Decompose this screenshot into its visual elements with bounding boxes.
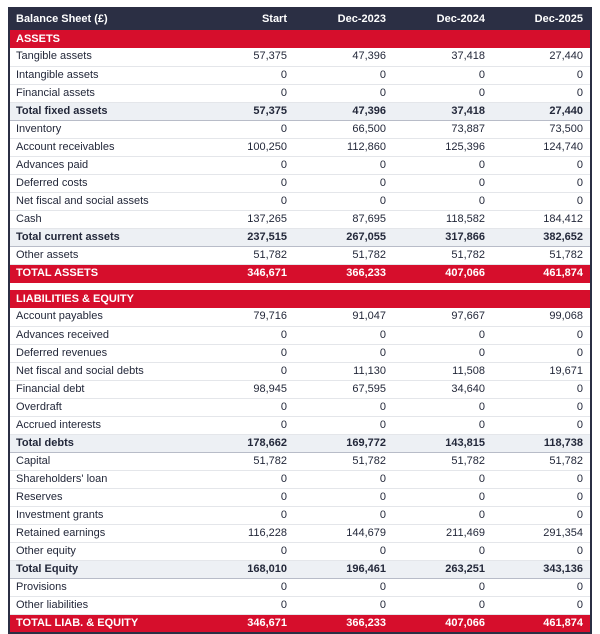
row-label: Total fixed assets	[9, 102, 195, 120]
table-row-net-fiscal-and-social-assets	[9, 192, 591, 210]
cell-value: 118,582	[393, 210, 492, 228]
cell-value: 267,055	[294, 228, 393, 246]
cell-value: 73,500	[492, 120, 591, 138]
cell-value: 51,782	[294, 452, 393, 470]
cell-value: 137,265	[195, 210, 294, 228]
cell-value: 0	[195, 578, 294, 596]
cell-value: 0	[492, 326, 591, 344]
table-row-intangible-assets	[9, 66, 591, 84]
cell-value: 57,375	[195, 102, 294, 120]
table-row-advances-received	[9, 326, 591, 344]
cell-value: 0	[393, 596, 492, 614]
row-label: Cash	[9, 210, 195, 228]
cell-value: 0	[492, 488, 591, 506]
cell-value: 0	[195, 326, 294, 344]
cell-value: 461,874	[492, 264, 591, 283]
cell-value: 0	[492, 84, 591, 102]
row-label: Total current assets	[9, 228, 195, 246]
cell-value: 124,740	[492, 138, 591, 156]
cell-value: 317,866	[393, 228, 492, 246]
cell-value: 0	[195, 416, 294, 434]
cell-value: 51,782	[492, 452, 591, 470]
cell-value: 0	[195, 398, 294, 416]
cell-value: 0	[195, 156, 294, 174]
cell-value: 0	[294, 192, 393, 210]
cell-value: 0	[492, 66, 591, 84]
cell-value: 0	[393, 326, 492, 344]
table-row-total-current-assets	[9, 228, 591, 246]
cell-value: 0	[195, 542, 294, 560]
cell-value: 0	[195, 120, 294, 138]
table-row-deferred-costs	[9, 174, 591, 192]
cell-value: 66,500	[294, 120, 393, 138]
cell-value: 125,396	[393, 138, 492, 156]
table-row-other-equity	[9, 542, 591, 560]
table-row-net-fiscal-and-social-debts	[9, 362, 591, 380]
table-row-investment-grants	[9, 506, 591, 524]
cell-value: 0	[294, 156, 393, 174]
cell-value: 37,418	[393, 102, 492, 120]
table-row-account-payables	[9, 308, 591, 326]
table-row-retained-earnings	[9, 524, 591, 542]
cell-value: 116,228	[195, 524, 294, 542]
row-label: Net fiscal and social debts	[9, 362, 195, 380]
cell-value: 0	[393, 156, 492, 174]
cell-value: 0	[393, 488, 492, 506]
section-header-label: LIABILITIES & EQUITY	[9, 290, 591, 308]
cell-value: 0	[393, 398, 492, 416]
cell-value: 51,782	[294, 246, 393, 264]
cell-value: 0	[195, 596, 294, 614]
cell-value: 79,716	[195, 308, 294, 326]
cell-value: 168,010	[195, 560, 294, 578]
cell-value: 0	[294, 470, 393, 488]
cell-value: 346,671	[195, 264, 294, 283]
table-row-shareholders-loan	[9, 470, 591, 488]
table-row-cash	[9, 210, 591, 228]
cell-value: 34,640	[393, 380, 492, 398]
table-row-deferred-revenues	[9, 344, 591, 362]
cell-value: 461,874	[492, 614, 591, 633]
cell-value: 0	[393, 344, 492, 362]
row-label: Total debts	[9, 434, 195, 452]
cell-value: 97,667	[393, 308, 492, 326]
row-label: Total Equity	[9, 560, 195, 578]
cell-value: 0	[294, 398, 393, 416]
cell-value: 57,375	[195, 48, 294, 66]
cell-value: 0	[195, 506, 294, 524]
row-label: Overdraft	[9, 398, 195, 416]
cell-value: 0	[492, 542, 591, 560]
cell-value: 87,695	[294, 210, 393, 228]
table-row-capital	[9, 452, 591, 470]
cell-value: 0	[492, 174, 591, 192]
table-row-total-assets	[9, 264, 591, 283]
row-label: Inventory	[9, 120, 195, 138]
cell-value: 0	[492, 578, 591, 596]
cell-value: 0	[393, 470, 492, 488]
cell-value: 184,412	[492, 210, 591, 228]
table-row-provisions	[9, 578, 591, 596]
cell-value: 27,440	[492, 48, 591, 66]
row-label: Provisions	[9, 578, 195, 596]
table-title: Balance Sheet (£)	[9, 8, 195, 30]
row-label: TOTAL ASSETS	[9, 264, 195, 283]
cell-value: 0	[294, 506, 393, 524]
cell-value: 0	[294, 326, 393, 344]
table-row-financial-debt	[9, 380, 591, 398]
cell-value: 0	[195, 66, 294, 84]
cell-value: 0	[393, 84, 492, 102]
cell-value: 100,250	[195, 138, 294, 156]
row-label: Other assets	[9, 246, 195, 264]
cell-value: 143,815	[393, 434, 492, 452]
row-label: TOTAL LIAB. & EQUITY	[9, 614, 195, 633]
cell-value: 37,418	[393, 48, 492, 66]
cell-value: 0	[393, 174, 492, 192]
cell-value: 382,652	[492, 228, 591, 246]
column-header-dec-2025: Dec-2025	[492, 8, 591, 30]
row-label: Advances received	[9, 326, 195, 344]
table-row-other-liabilities	[9, 596, 591, 614]
cell-value: 0	[393, 192, 492, 210]
table-body	[9, 30, 591, 633]
cell-value: 263,251	[393, 560, 492, 578]
row-label: Accrued interests	[9, 416, 195, 434]
cell-value: 346,671	[195, 614, 294, 633]
cell-value: 0	[492, 470, 591, 488]
row-label: Investment grants	[9, 506, 195, 524]
cell-value: 0	[294, 596, 393, 614]
cell-value: 0	[294, 488, 393, 506]
cell-value: 0	[294, 542, 393, 560]
row-label: Retained earnings	[9, 524, 195, 542]
cell-value: 0	[294, 84, 393, 102]
cell-value: 0	[393, 66, 492, 84]
balance-sheet-table	[8, 7, 592, 634]
row-label: Financial assets	[9, 84, 195, 102]
cell-value: 47,396	[294, 102, 393, 120]
cell-value: 98,945	[195, 380, 294, 398]
cell-value: 0	[492, 156, 591, 174]
section-gap	[9, 283, 591, 290]
table-row-advances-paid	[9, 156, 591, 174]
cell-value: 407,066	[393, 614, 492, 633]
column-header-start: Start	[195, 8, 294, 30]
cell-value: 0	[492, 192, 591, 210]
cell-value: 112,860	[294, 138, 393, 156]
row-label: Financial debt	[9, 380, 195, 398]
cell-value: 144,679	[294, 524, 393, 542]
cell-value: 0	[195, 488, 294, 506]
cell-value: 0	[492, 416, 591, 434]
cell-value: 0	[393, 542, 492, 560]
cell-value: 73,887	[393, 120, 492, 138]
cell-value: 0	[393, 578, 492, 596]
cell-value: 27,440	[492, 102, 591, 120]
cell-value: 291,354	[492, 524, 591, 542]
cell-value: 0	[195, 84, 294, 102]
cell-value: 99,068	[492, 308, 591, 326]
cell-value: 0	[492, 398, 591, 416]
row-label: Account receivables	[9, 138, 195, 156]
cell-value: 11,130	[294, 362, 393, 380]
cell-value: 178,662	[195, 434, 294, 452]
row-label: Deferred costs	[9, 174, 195, 192]
cell-value: 0	[492, 506, 591, 524]
row-label: Capital	[9, 452, 195, 470]
table-row-accrued-interests	[9, 416, 591, 434]
cell-value: 0	[393, 416, 492, 434]
cell-value: 51,782	[393, 452, 492, 470]
cell-value: 51,782	[492, 246, 591, 264]
cell-value: 0	[393, 506, 492, 524]
cell-value: 0	[294, 416, 393, 434]
cell-value: 366,233	[294, 614, 393, 633]
row-label: Shareholders' loan	[9, 470, 195, 488]
table-row-inventory	[9, 120, 591, 138]
cell-value: 11,508	[393, 362, 492, 380]
cell-value: 0	[492, 596, 591, 614]
column-header-dec-2024: Dec-2024	[393, 8, 492, 30]
cell-value: 0	[195, 362, 294, 380]
cell-value: 407,066	[393, 264, 492, 283]
table-row-total-fixed-assets	[9, 102, 591, 120]
table-row-total-equity	[9, 560, 591, 578]
row-label: Net fiscal and social assets	[9, 192, 195, 210]
table-row-account-receivables	[9, 138, 591, 156]
table-row-total-liab-equity	[9, 614, 591, 633]
cell-value: 0	[195, 470, 294, 488]
cell-value: 51,782	[393, 246, 492, 264]
cell-value: 19,671	[492, 362, 591, 380]
section-header-label: ASSETS	[9, 30, 591, 48]
cell-value: 169,772	[294, 434, 393, 452]
cell-value: 67,595	[294, 380, 393, 398]
section-gap-cell	[9, 283, 591, 290]
cell-value: 47,396	[294, 48, 393, 66]
cell-value: 0	[195, 344, 294, 362]
row-label: Deferred revenues	[9, 344, 195, 362]
cell-value: 0	[294, 344, 393, 362]
table-row-total-debts	[9, 434, 591, 452]
table-row-financial-assets	[9, 84, 591, 102]
cell-value: 91,047	[294, 308, 393, 326]
table-row-overdraft	[9, 398, 591, 416]
cell-value: 0	[294, 66, 393, 84]
row-label: Other equity	[9, 542, 195, 560]
cell-value: 0	[294, 174, 393, 192]
table-header-row	[9, 8, 591, 30]
cell-value: 51,782	[195, 246, 294, 264]
cell-value: 366,233	[294, 264, 393, 283]
cell-value: 237,515	[195, 228, 294, 246]
cell-value: 196,461	[294, 560, 393, 578]
cell-value: 0	[492, 380, 591, 398]
cell-value: 51,782	[195, 452, 294, 470]
table-row-tangible-assets	[9, 48, 591, 66]
row-label: Account payables	[9, 308, 195, 326]
cell-value: 118,738	[492, 434, 591, 452]
cell-value: 0	[195, 192, 294, 210]
row-label: Reserves	[9, 488, 195, 506]
cell-value: 0	[294, 578, 393, 596]
row-label: Advances paid	[9, 156, 195, 174]
row-label: Intangible assets	[9, 66, 195, 84]
row-label: Other liabilities	[9, 596, 195, 614]
cell-value: 343,136	[492, 560, 591, 578]
cell-value: 211,469	[393, 524, 492, 542]
column-header-dec-2023: Dec-2023	[294, 8, 393, 30]
table-row-other-assets	[9, 246, 591, 264]
table-row-reserves	[9, 488, 591, 506]
section-header-liabilities-equity	[9, 290, 591, 308]
section-header-assets	[9, 30, 591, 48]
cell-value: 0	[492, 344, 591, 362]
row-label: Tangible assets	[9, 48, 195, 66]
cell-value: 0	[195, 174, 294, 192]
